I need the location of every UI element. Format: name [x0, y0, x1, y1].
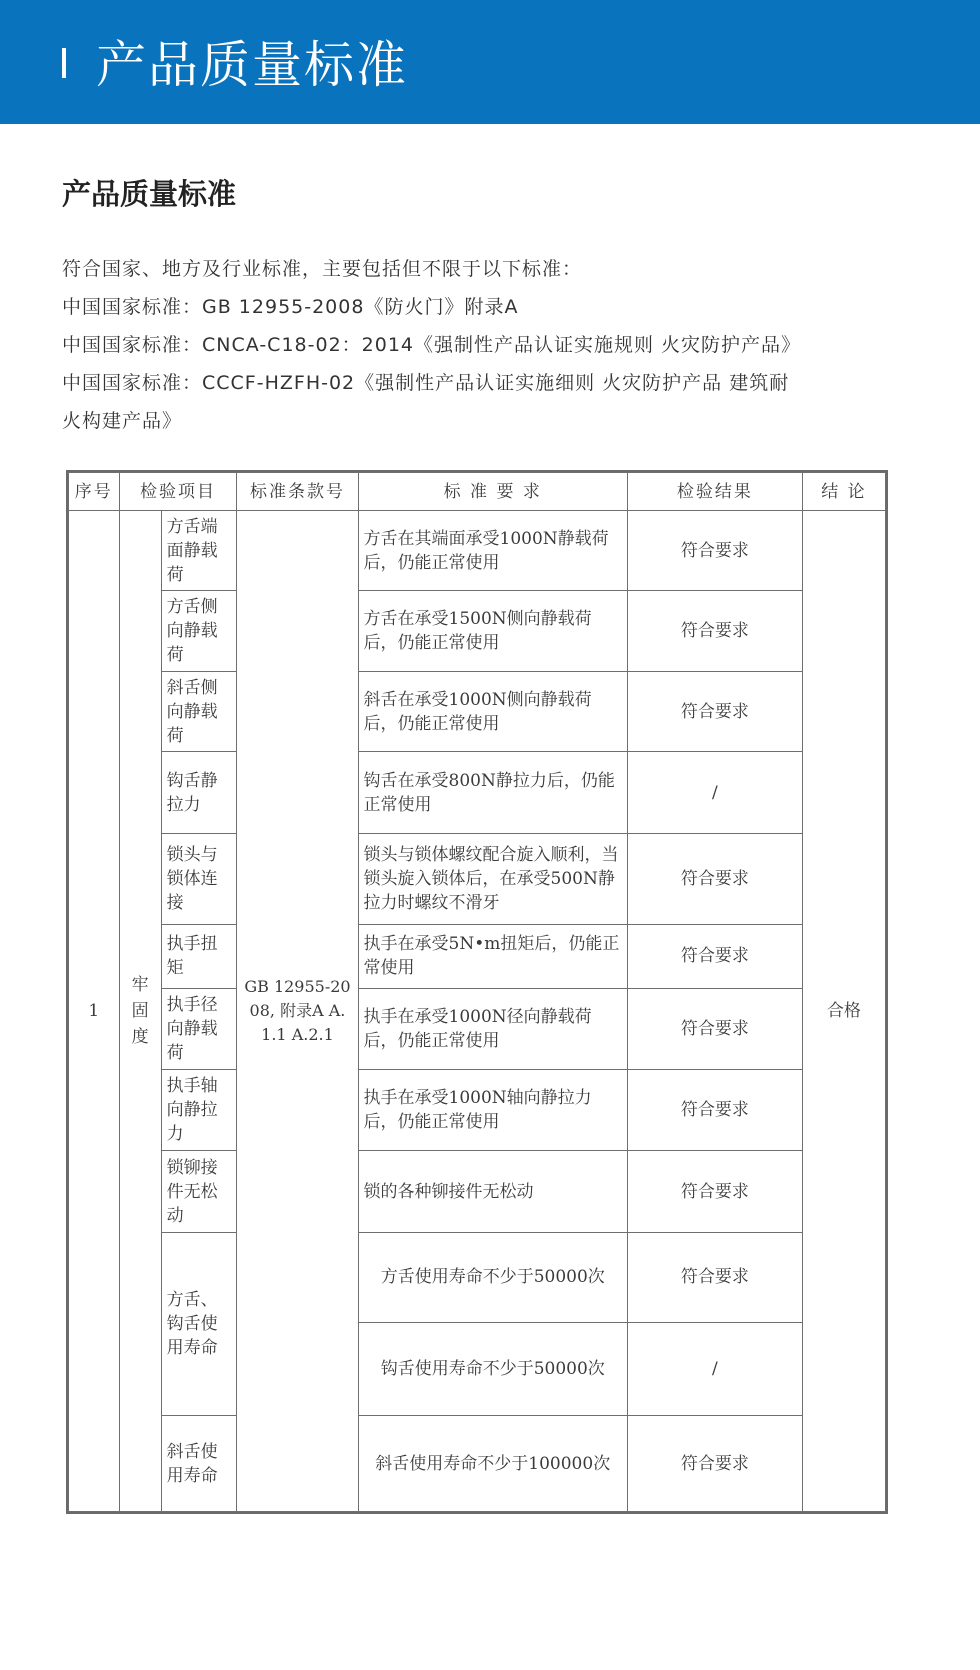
intro-line: 中国国家标准：GB 12955-2008《防火门》附录A — [62, 296, 519, 318]
header-banner — [0, 0, 980, 124]
category-cell: 牢固度 — [119, 511, 161, 1512]
header-requirement: 标 准 要 求 — [358, 473, 628, 511]
standards-intro — [62, 250, 922, 440]
item-name: 钩舌静拉力 — [161, 752, 237, 833]
banner-accent-bar — [62, 48, 66, 78]
requirement: 执手在承受1000N径向静载荷后，仍能正常使用 — [358, 988, 628, 1069]
intro-line: 中国国家标准：CCCF-HZFH-02《强制性产品认证实施细则 火灾防护产品 建筑耐 — [62, 372, 790, 394]
requirement: 斜舌使用寿命不少于100000次 — [358, 1416, 628, 1512]
requirement: 方舌在其端面承受1000N静载荷后，仍能正常使用 — [358, 511, 628, 591]
header-serial: 序号 — [69, 473, 120, 511]
clause-number: GB 12955-2008, 附录A A.1.1 A.2.1 — [237, 511, 358, 1512]
table-row — [69, 925, 886, 988]
requirement: 钩舌使用寿命不少于50000次 — [358, 1322, 628, 1416]
table-row — [69, 671, 886, 751]
banner-title: 产品质量标准 — [96, 36, 408, 94]
result: 符合要求 — [628, 1069, 803, 1150]
item-name: 锁头与锁体连接 — [161, 833, 237, 925]
table-row — [69, 511, 886, 591]
requirement: 执手在承受1000N轴向静拉力后，仍能正常使用 — [358, 1069, 628, 1150]
result: / — [628, 1322, 803, 1416]
inspection-table-scan — [66, 470, 888, 1514]
item-name: 执手径向静载荷 — [161, 988, 237, 1069]
table-row — [69, 752, 886, 833]
intro-line: 中国国家标准：CNCA-C18-02：2014《强制性产品认证实施规则 火灾防护产品》 — [62, 334, 802, 356]
header-item: 检验项目 — [119, 473, 237, 511]
result: 符合要求 — [628, 1232, 803, 1322]
inspection-table — [68, 472, 886, 1512]
serial-number: 1 — [69, 511, 120, 1512]
result: 符合要求 — [628, 511, 803, 591]
item-name: 斜舌使用寿命 — [161, 1416, 237, 1512]
requirement: 方舌在承受1500N侧向静载荷后，仍能正常使用 — [358, 591, 628, 671]
result: / — [628, 752, 803, 833]
result: 符合要求 — [628, 671, 803, 751]
table-row — [69, 833, 886, 925]
item-name: 执手轴向静拉力 — [161, 1069, 237, 1150]
conclusion: 合格 — [802, 511, 885, 1512]
header-result: 检验结果 — [628, 473, 803, 511]
requirement: 执手在承受5N•m扭矩后，仍能正常使用 — [358, 925, 628, 988]
result: 符合要求 — [628, 925, 803, 988]
table-row — [69, 591, 886, 671]
table-row — [69, 1416, 886, 1512]
header-conclusion: 结 论 — [802, 473, 885, 511]
section-title: 产品质量标准 — [62, 177, 237, 211]
requirement: 斜舌在承受1000N侧向静载荷后，仍能正常使用 — [358, 671, 628, 751]
requirement: 锁的各种铆接件无松动 — [358, 1151, 628, 1232]
header-clause: 标准条款号 — [237, 473, 358, 511]
table-row — [69, 1151, 886, 1232]
table-row — [69, 988, 886, 1069]
intro-line: 火构建产品》 — [62, 410, 183, 432]
item-name: 锁铆接件无松动 — [161, 1151, 237, 1232]
table-row — [69, 1232, 886, 1322]
item-name: 斜舌侧向静载荷 — [161, 671, 237, 751]
requirement: 锁头与锁体螺纹配合旋入顺利，当锁头旋入锁体后，在承受500N静拉力时螺纹不滑牙 — [358, 833, 628, 925]
result: 符合要求 — [628, 591, 803, 671]
item-name: 执手扭矩 — [161, 925, 237, 988]
result: 符合要求 — [628, 1151, 803, 1232]
intro-line: 符合国家、地方及行业标准，主要包括但不限于以下标准： — [62, 258, 583, 280]
result: 符合要求 — [628, 833, 803, 925]
item-name: 方舌、钩舌使用寿命 — [161, 1232, 237, 1415]
table-row — [69, 1069, 886, 1150]
requirement: 方舌使用寿命不少于50000次 — [358, 1232, 628, 1322]
item-name: 方舌端面静载荷 — [161, 511, 237, 591]
result: 符合要求 — [628, 988, 803, 1069]
item-name: 方舌侧向静载荷 — [161, 591, 237, 671]
result: 符合要求 — [628, 1416, 803, 1512]
requirement: 钩舌在承受800N静拉力后，仍能正常使用 — [358, 752, 628, 833]
